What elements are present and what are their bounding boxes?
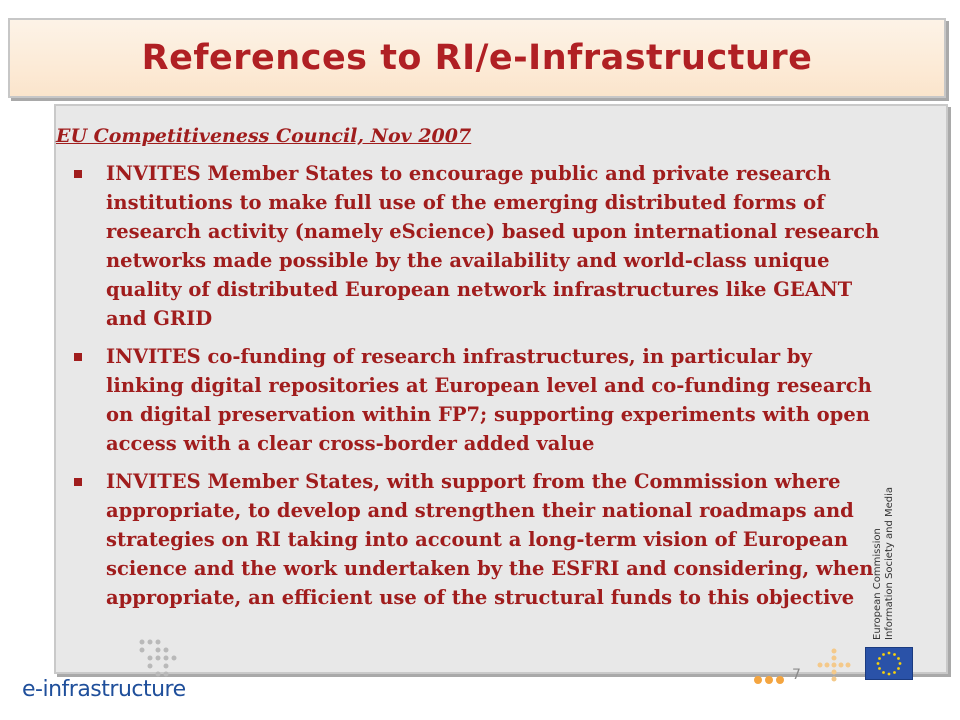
bullet-item	[74, 467, 894, 612]
e-infrastructure-logo	[22, 677, 186, 702]
bullet-text: INVITES Member States to encourage public and private research institutions to make full use of the emerging distributed forms of research activity (namely eScience) based upon international research networks made possible by the availability and world-class unique quality of distributed European network infrastructures like GEANT and GRID	[106, 162, 880, 330]
ec-line-1: European Commission	[872, 528, 883, 640]
square-bullet-icon	[74, 353, 82, 361]
plus-dots-icon	[816, 647, 852, 683]
ec-label	[872, 487, 896, 640]
eu-flag-icon	[865, 647, 913, 680]
bullet-item	[74, 159, 894, 333]
square-bullet-icon	[74, 478, 82, 486]
logo-prefix: e-	[22, 677, 43, 702]
orange-dots-icon	[754, 676, 784, 684]
slide-title: References to RI/e-Infrastructure	[141, 38, 813, 78]
bullet-text: INVITES Member States, with support from the Commission where appropriate, to develop and strengthen their national roadmaps and strategies on RI taking into account a long-term vision of European science and the work undertaken by the ESFRI and considering, when appropriate, an efficient use of the structural funds to this objective	[106, 470, 874, 609]
section-heading: EU Competitiveness Council, Nov 2007	[56, 125, 472, 147]
bullet-list	[74, 159, 894, 621]
bullet-text: INVITES co-funding of research infrastructures, in particular by linking digital repositories at European level and co-funding research on digital preservation within FP7; supporting experiments with open access with a clear cross-border added value	[106, 345, 872, 455]
page-number: 7	[792, 667, 801, 683]
logo-dots-icon	[136, 636, 180, 680]
title-banner	[8, 18, 946, 98]
bullet-item	[74, 342, 894, 458]
square-bullet-icon	[74, 170, 82, 178]
ec-line-2: Information Society and Media	[884, 486, 895, 640]
logo-text: infrastructure	[42, 677, 186, 702]
